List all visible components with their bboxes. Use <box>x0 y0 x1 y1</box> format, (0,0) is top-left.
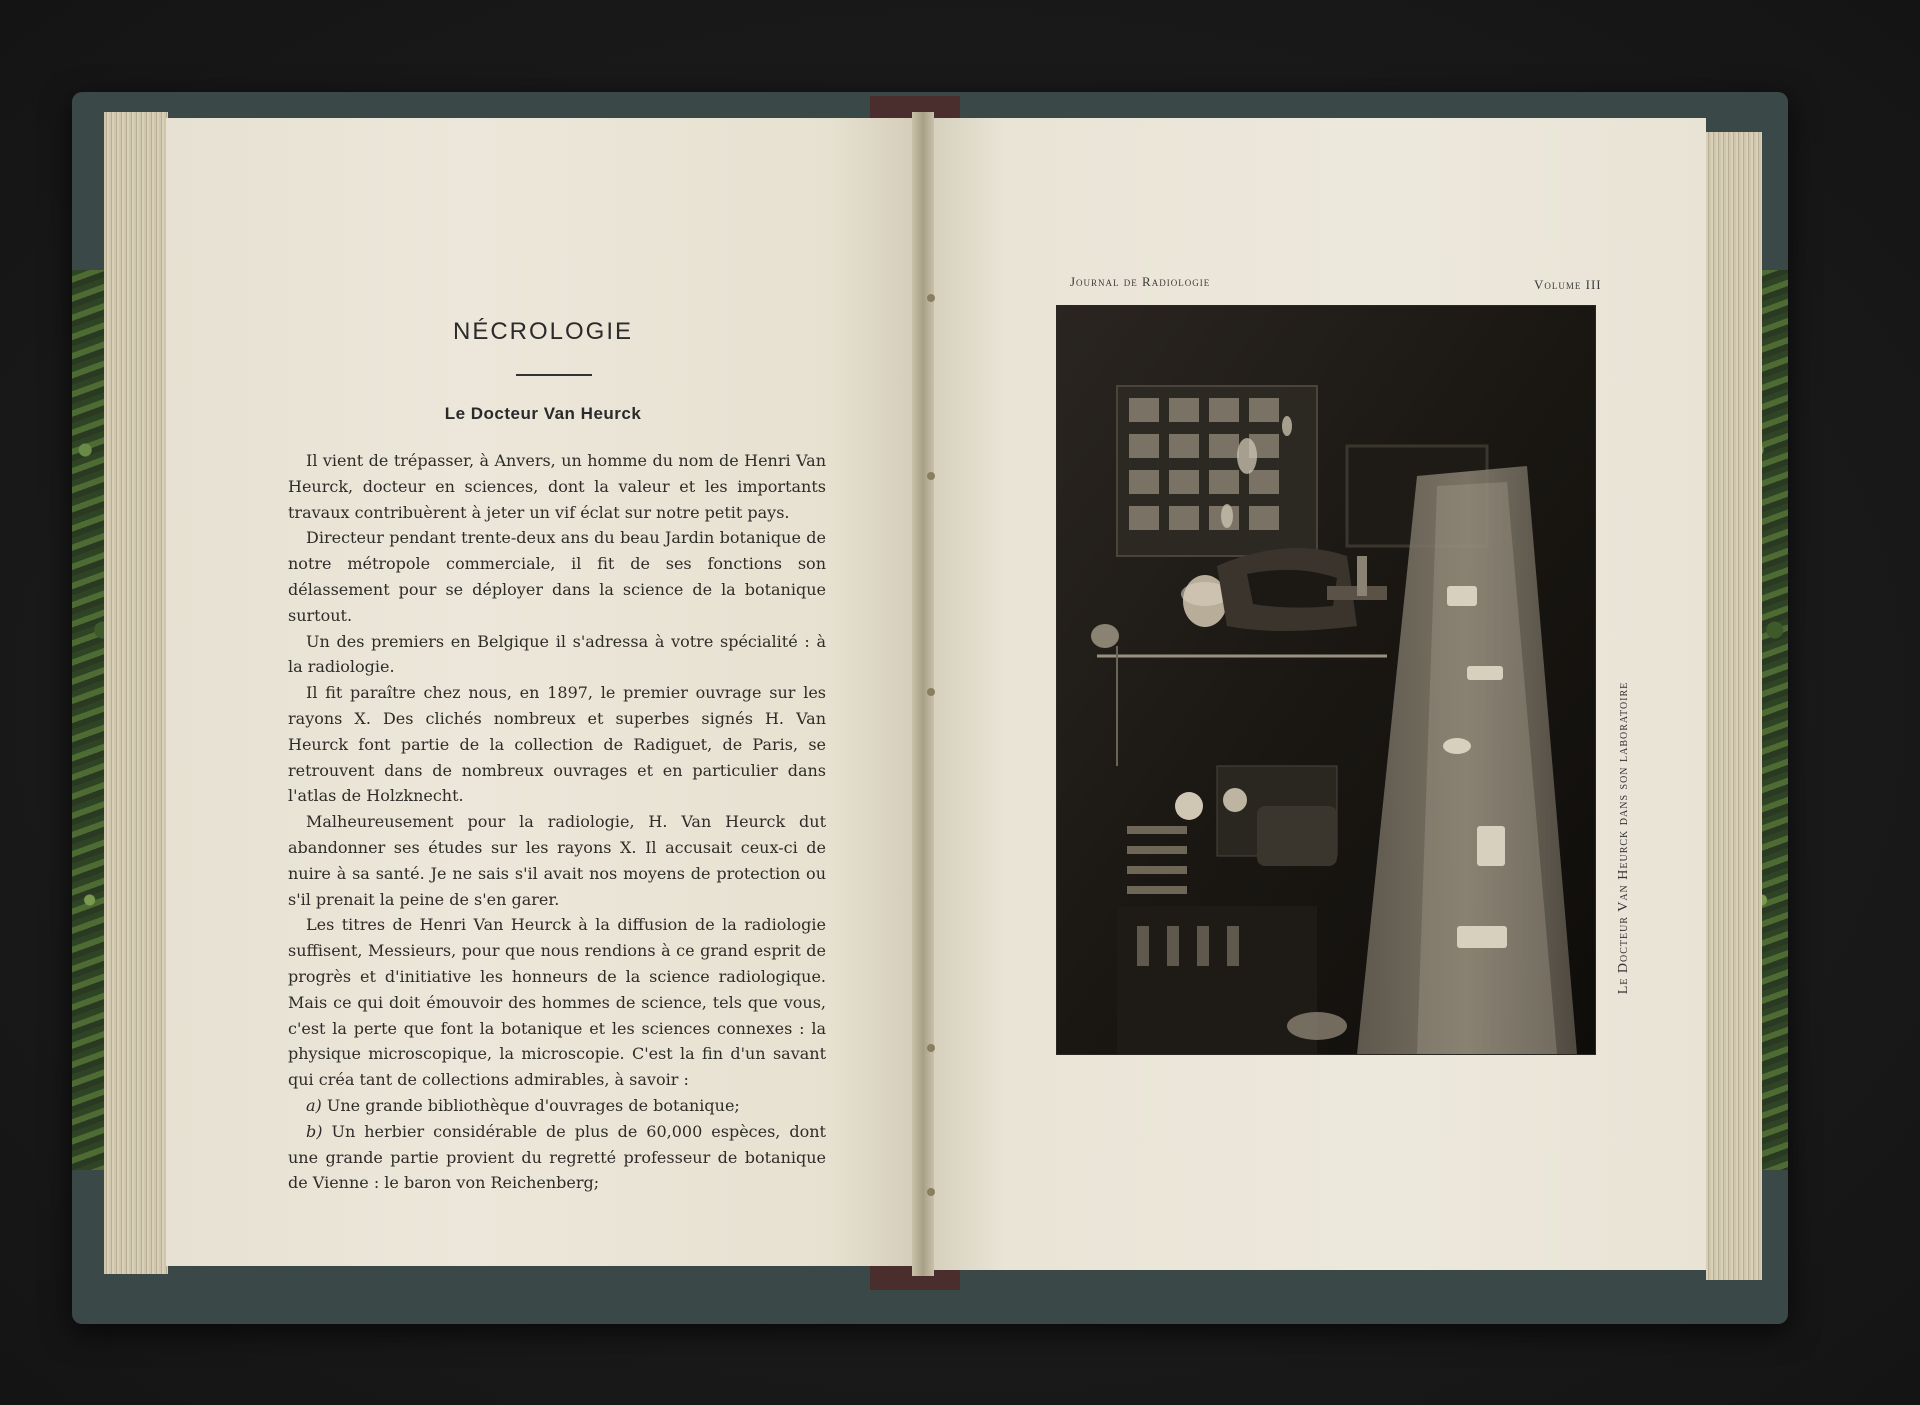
running-head-left: Journal de Radiologie <box>1070 274 1211 289</box>
page-title: NÉCROLOGIE <box>452 318 634 345</box>
binding-stitch <box>927 294 935 302</box>
paragraph: Malheureusement pour la radiologie, H. Van Heurck dut abandonner ses études sur les rayons X. Il accusait ceux-ci de nuire à sa santé. Je ne sais s'il avait nos moyens de protection ou s'il prenait la peine de s'en garer. <box>288 812 826 909</box>
list-marker: b) <box>306 1121 323 1141</box>
binding-stitch <box>927 1044 935 1052</box>
article-body <box>288 448 826 1196</box>
page-edges-right <box>1706 132 1762 1280</box>
list-item <box>288 1093 826 1119</box>
paragraph: Il fit paraître chez nous, en 1897, le premier ouvrage sur les rayons X. Des clichés nombreux et superbes signés H. Van Heurck font partie de la collection de Radiguet, de Paris, se retrouvent dans de nombreux ouvrages et en particulier dans l'atlas de Holzknecht. <box>288 683 826 806</box>
list-item <box>288 1119 826 1196</box>
laboratory-photograph <box>1057 306 1595 1054</box>
paragraph: Directeur pendant trente-deux ans du beau Jardin botanique de notre métropole commerciale, il fit de ses fonctions son délassement pour se déployer dans la science de la botanique surtout. <box>288 528 826 625</box>
list-item-text: Une grande bibliothèque d'ouvrages de botanique; <box>326 1095 740 1115</box>
paragraph: Les titres de Henri Van Heurck à la diffusion de la radiologie suffisent, Messieurs, pour que nous rendions à ce grand esprit de progrès et d'initiative les honneurs de la science radiologique. Mais ce qui doit émouvoir des hommes de science, tels que vous, c'est la perte que font la botanique et les sciences connexes : la physique microscopique, la microscopie. C'est la fin d'un savant qui créa tant de collections admirables, à savoir : <box>288 915 826 1090</box>
photo-caption-text: Le Docteur Van Heurck dans son laboratoire <box>1616 681 1631 995</box>
page-edges-left <box>104 112 168 1274</box>
binding-stitch <box>927 1188 935 1196</box>
running-head-right: Volume III <box>1534 277 1602 292</box>
photograph-illustration <box>1057 306 1595 1054</box>
paragraph: Un des premiers en Belgique il s'adressa à votre spécialité : à la radiologie. <box>288 631 826 677</box>
list-marker: a) <box>306 1095 322 1115</box>
title-rule <box>516 374 592 376</box>
paragraph: Il vient de trépasser, à Anvers, un homme du nom de Henri Van Heurck, docteur en sciences, dont la valeur et les importants travaux contribuèrent à jeter un vif éclat sur notre petit pays. <box>288 451 826 522</box>
binding-stitch <box>927 472 935 480</box>
article-subtitle: Le Docteur Van Heurck <box>444 404 642 423</box>
binding-stitch <box>927 688 935 696</box>
list-item-text: Un herbier considérable de plus de 60,000 espèces, dont une grande partie provient du regretté professeur de botanique de Vienne : le baron von Reichenberg; <box>288 1121 826 1193</box>
